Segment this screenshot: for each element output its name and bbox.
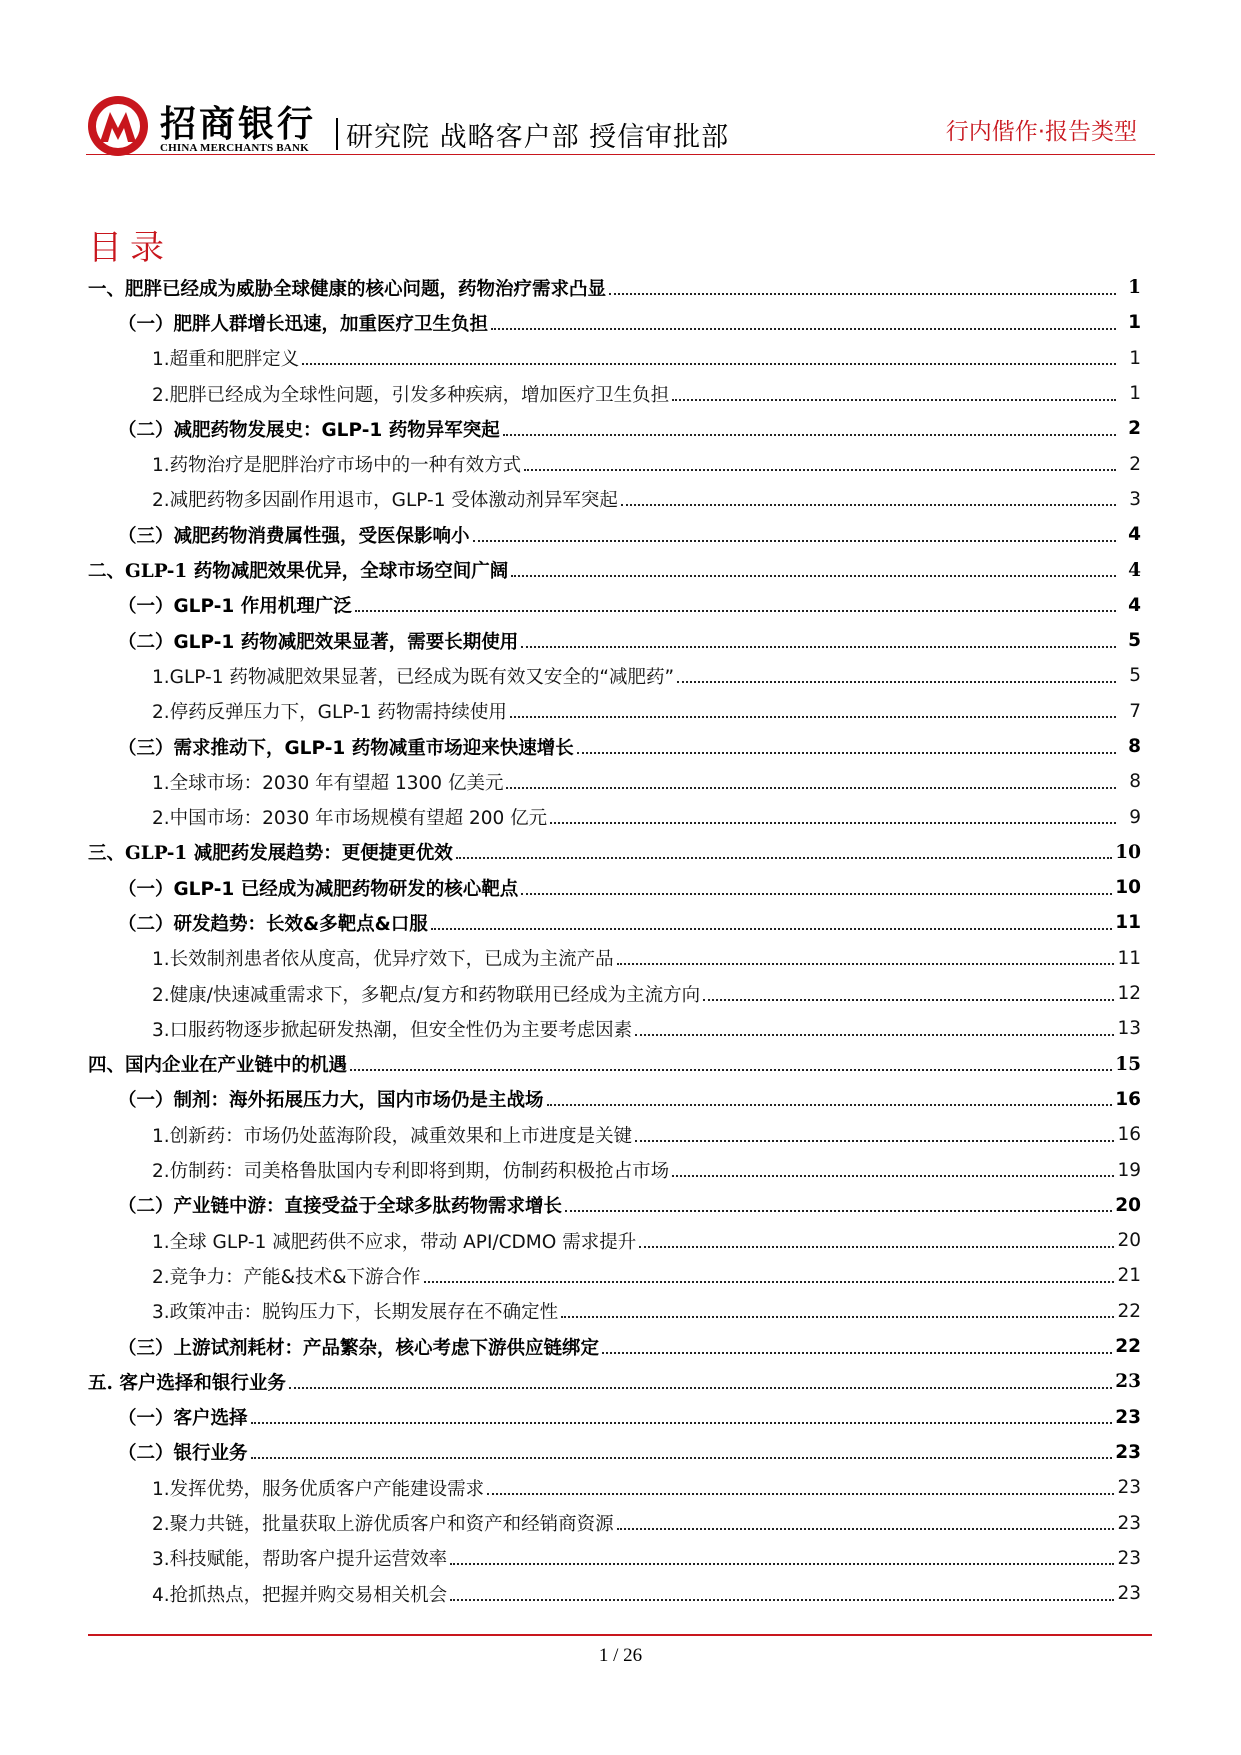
toc-entry-title: 1.GLP-1 药物减肥效果显著，已经成为既有效又安全的“减肥药” bbox=[152, 666, 675, 688]
toc-entry-title: 1.全球市场：2030 年有望超 1300 亿美元 bbox=[152, 772, 504, 794]
table-of-contents bbox=[88, 270, 1141, 1611]
toc-entry-title: 五. 客户选择和银行业务 bbox=[88, 1372, 286, 1394]
toc-entry-title: 1.发挥优势，服务优质客户产能建设需求 bbox=[152, 1478, 485, 1500]
toc-entry-page: 1 bbox=[1128, 277, 1141, 299]
toc-dot-leader bbox=[677, 681, 1116, 683]
cmb-logo-icon bbox=[86, 94, 150, 158]
page-number: 1 / 26 bbox=[598, 1645, 643, 1666]
toc-dot-leader bbox=[473, 540, 1116, 542]
toc-entry[interactable] bbox=[88, 588, 1141, 623]
toc-entry[interactable] bbox=[88, 1188, 1141, 1223]
toc-entry-title: （二）GLP-1 药物减肥效果显著，需要长期使用 bbox=[118, 631, 519, 653]
toc-entry[interactable] bbox=[88, 1364, 1141, 1399]
toc-dot-leader bbox=[424, 1281, 1115, 1283]
toc-dot-leader bbox=[609, 293, 1116, 295]
toc-entry-title: （一）GLP-1 已经成为减肥药物研发的核心靶点 bbox=[118, 878, 519, 900]
toc-entry-page: 8 bbox=[1129, 771, 1141, 793]
toc-entry-page: 7 bbox=[1129, 700, 1141, 722]
toc-dot-leader bbox=[621, 504, 1116, 506]
toc-entry-page: 9 bbox=[1129, 806, 1141, 828]
toc-entry[interactable] bbox=[88, 1505, 1141, 1540]
toc-entry[interactable] bbox=[88, 694, 1141, 729]
header-separator bbox=[336, 118, 338, 150]
toc-dot-leader bbox=[487, 1493, 1114, 1495]
toc-entry-page: 5 bbox=[1128, 630, 1141, 652]
toc-entry-page: 13 bbox=[1117, 1018, 1141, 1040]
toc-dot-leader bbox=[577, 752, 1116, 754]
toc-entry-title: （一）GLP-1 作用机理广泛 bbox=[118, 596, 352, 618]
toc-entry[interactable] bbox=[88, 905, 1141, 940]
toc-entry-page: 20 bbox=[1117, 1230, 1141, 1252]
toc-entry[interactable] bbox=[88, 764, 1141, 799]
toc-entry-title: （三）减肥药物消费属性强，受医保影响小 bbox=[118, 525, 470, 547]
toc-entry-title: 1.创新药：市场仍处蓝海阶段，减重效果和上市进度是关键 bbox=[152, 1125, 633, 1147]
toc-entry[interactable] bbox=[88, 1541, 1141, 1576]
toc-entry[interactable] bbox=[88, 729, 1141, 764]
toc-entry-page: 10 bbox=[1115, 877, 1141, 899]
toc-entry-title: （二）研发趋势：长效&多靶点&口服 bbox=[118, 913, 428, 935]
toc-entry-page: 20 bbox=[1115, 1194, 1141, 1216]
toc-dot-leader bbox=[602, 1352, 1112, 1354]
toc-entry-page: 23 bbox=[1117, 1512, 1141, 1534]
toc-entry-page: 22 bbox=[1115, 1336, 1141, 1358]
toc-dot-leader bbox=[491, 328, 1116, 330]
toc-dot-leader bbox=[302, 363, 1116, 365]
report-type: 行内偕作·报告类型 bbox=[945, 119, 1137, 145]
toc-dot-leader bbox=[521, 646, 1116, 648]
toc-entry-title: 1.药物治疗是肥胖治疗市场中的一种有效方式 bbox=[152, 455, 522, 477]
toc-dot-leader bbox=[617, 963, 1115, 965]
toc-dot-leader bbox=[547, 1104, 1113, 1106]
toc-entry-page: 16 bbox=[1115, 1088, 1141, 1110]
toc-entry-title: 2.仿制药：司美格鲁肽国内专利即将到期，仿制药积极抢占市场 bbox=[152, 1161, 670, 1183]
header-divider bbox=[86, 154, 1155, 155]
toc-entry[interactable] bbox=[88, 1400, 1141, 1435]
toc-dot-leader bbox=[251, 1457, 1113, 1459]
toc-entry[interactable] bbox=[88, 270, 1141, 305]
toc-entry[interactable] bbox=[88, 1258, 1141, 1293]
toc-entry-page: 23 bbox=[1115, 1371, 1141, 1393]
toc-entry-title: 4.抢抓热点，把握并购交易相关机会 bbox=[152, 1584, 448, 1606]
toc-entry[interactable] bbox=[88, 1470, 1141, 1505]
toc-dot-leader bbox=[289, 1387, 1112, 1389]
toc-entry-title: 四、国内企业在产业链中的机遇 bbox=[88, 1055, 348, 1077]
toc-entry-title: 3.口服药物逐步掀起研发热潮，但安全性仍为主要考虑因素 bbox=[152, 1019, 633, 1041]
toc-dot-leader bbox=[506, 787, 1116, 789]
toc-dot-leader bbox=[561, 1316, 1114, 1318]
toc-entry[interactable] bbox=[88, 1435, 1141, 1470]
toc-entry[interactable] bbox=[88, 552, 1141, 587]
toc-entry[interactable] bbox=[88, 1117, 1141, 1152]
toc-entry-title: 2.聚力共链，批量获取上游优质客户和资产和经销商资源 bbox=[152, 1514, 614, 1536]
toc-dot-leader bbox=[503, 434, 1116, 436]
toc-entry-page: 16 bbox=[1117, 1124, 1141, 1146]
toc-entry-page: 10 bbox=[1115, 841, 1141, 863]
toc-dot-leader bbox=[617, 1528, 1115, 1530]
toc-entry-page: 8 bbox=[1128, 736, 1141, 757]
toc-entry[interactable] bbox=[88, 376, 1141, 411]
toc-entry[interactable] bbox=[88, 341, 1141, 376]
toc-entry[interactable] bbox=[88, 446, 1141, 481]
toc-dot-leader bbox=[635, 1140, 1114, 1142]
toc-entry-title: （一）肥胖人群增长迅速，加重医疗卫生负担 bbox=[118, 313, 489, 335]
toc-entry[interactable] bbox=[88, 835, 1141, 870]
toc-dot-leader bbox=[672, 1175, 1114, 1177]
toc-dot-leader bbox=[431, 928, 1112, 930]
toc-entry-page: 23 bbox=[1115, 1406, 1141, 1428]
toc-entry-title: 1.全球 GLP-1 减肥药供不应求，带动 API/CDMO 需求提升 bbox=[152, 1231, 637, 1253]
toc-entry-page: 2 bbox=[1129, 453, 1141, 475]
toc-entry-page: 23 bbox=[1117, 1477, 1141, 1499]
toc-entry-title: （一）客户选择 bbox=[118, 1408, 248, 1430]
toc-entry-page: 11 bbox=[1117, 947, 1141, 969]
toc-dot-leader bbox=[511, 575, 1116, 577]
toc-entry[interactable] bbox=[88, 1576, 1141, 1611]
toc-entry[interactable] bbox=[88, 658, 1141, 693]
toc-entry-page: 15 bbox=[1115, 1053, 1141, 1075]
toc-entry-title: 2.肥胖已经成为全球性问题，引发多种疾病，增加医疗卫生负担 bbox=[152, 384, 670, 406]
page-header bbox=[0, 0, 1241, 160]
toc-dot-leader bbox=[355, 610, 1116, 612]
toc-dot-leader bbox=[635, 1034, 1114, 1036]
toc-entry-title: 3.科技赋能，帮助客户提升运营效率 bbox=[152, 1549, 448, 1571]
toc-dot-leader bbox=[565, 1210, 1112, 1212]
toc-entry[interactable] bbox=[88, 976, 1141, 1011]
toc-entry-title: 1.长效制剂患者依从度高，优异疗效下，已成为主流产品 bbox=[152, 949, 614, 971]
toc-dot-leader bbox=[703, 999, 1114, 1001]
toc-dot-leader bbox=[639, 1246, 1114, 1248]
toc-entry-page: 23 bbox=[1117, 1547, 1141, 1569]
toc-entry-title: （二）银行业务 bbox=[118, 1443, 248, 1465]
toc-entry-page: 1 bbox=[1129, 383, 1141, 405]
toc-dot-leader bbox=[450, 1599, 1114, 1601]
toc-entry-page: 12 bbox=[1117, 983, 1141, 1005]
toc-entry-page: 4 bbox=[1128, 524, 1141, 546]
toc-entry-title: （三）上游试剂耗材：产品繁杂，核心考虑下游供应链绑定 bbox=[118, 1337, 600, 1359]
toc-dot-leader bbox=[350, 1069, 1112, 1071]
toc-entry-page: 22 bbox=[1117, 1300, 1141, 1322]
toc-entry-page: 4 bbox=[1128, 594, 1141, 616]
toc-dot-leader bbox=[521, 893, 1112, 895]
toc-entry-page: 23 bbox=[1115, 1441, 1141, 1463]
toc-entry[interactable] bbox=[88, 482, 1141, 517]
toc-entry-page: 11 bbox=[1115, 912, 1141, 934]
toc-entry-page: 2 bbox=[1128, 418, 1141, 440]
toc-entry-title: 二、GLP-1 药物减肥效果优异，全球市场空间广阔 bbox=[88, 561, 509, 583]
toc-entry[interactable] bbox=[88, 1294, 1141, 1329]
toc-entry-page: 21 bbox=[1117, 1265, 1141, 1287]
toc-dot-leader bbox=[450, 1563, 1114, 1565]
toc-entry-title: 2.健康/快速减重需求下，多靶点/复方和药物联用已经成为主流方向 bbox=[152, 984, 701, 1006]
toc-dot-leader bbox=[456, 857, 1113, 859]
toc-entry-page: 23 bbox=[1117, 1583, 1141, 1605]
toc-entry-title: 2.停药反弹压力下，GLP-1 药物需持续使用 bbox=[152, 702, 507, 724]
toc-entry-title: 3.政策冲击：脱钩压力下，长期发展存在不确定性 bbox=[152, 1302, 559, 1324]
toc-entry[interactable] bbox=[88, 305, 1141, 340]
toc-entry[interactable] bbox=[88, 623, 1141, 658]
toc-entry-title: 2.减肥药物多因副作用退市，GLP-1 受体激动剂异军突起 bbox=[152, 490, 618, 512]
toc-dot-leader bbox=[550, 822, 1116, 824]
toc-entry[interactable] bbox=[88, 517, 1141, 552]
toc-entry-page: 5 bbox=[1129, 665, 1141, 687]
brand-english-name: CHINA MERCHANTS BANK bbox=[160, 142, 309, 154]
toc-entry-title: 2.竞争力：产能&技术&下游合作 bbox=[152, 1266, 421, 1288]
toc-entry[interactable] bbox=[88, 799, 1141, 834]
toc-entry[interactable] bbox=[88, 1223, 1141, 1258]
brand-name: 招商银行 bbox=[160, 103, 317, 145]
toc-entry[interactable] bbox=[88, 1152, 1141, 1187]
toc-dot-leader bbox=[510, 716, 1116, 718]
toc-entry-title: （三）需求推动下，GLP-1 药物减重市场迎来快速增长 bbox=[118, 737, 574, 759]
toc-entry[interactable] bbox=[88, 1082, 1141, 1117]
toc-entry-page: 1 bbox=[1128, 312, 1141, 334]
toc-entry[interactable] bbox=[88, 870, 1141, 905]
toc-entry-title: （二）减肥药物发展史：GLP-1 药物异军突起 bbox=[118, 419, 500, 441]
toc-entry-title: （一）制剂：海外拓展压力大，国内市场仍是主战场 bbox=[118, 1090, 544, 1112]
toc-entry-title: 一、肥胖已经成为威胁全球健康的核心问题，药物治疗需求凸显 bbox=[88, 278, 607, 300]
toc-entry-title: 2.中国市场：2030 年市场规模有望超 200 亿元 bbox=[152, 808, 548, 830]
toc-entry[interactable] bbox=[88, 1329, 1141, 1364]
toc-entry[interactable] bbox=[88, 1011, 1141, 1046]
toc-entry-title: （二）产业链中游：直接受益于全球多肽药物需求增长 bbox=[118, 1196, 563, 1218]
toc-entry-title: 1.超重和肥胖定义 bbox=[152, 349, 300, 371]
toc-title: 目录 bbox=[88, 228, 172, 268]
toc-entry-page: 19 bbox=[1117, 1159, 1141, 1181]
toc-entry[interactable] bbox=[88, 1047, 1141, 1082]
departments: 研究院 战略客户部 授信审批部 bbox=[346, 122, 730, 153]
toc-dot-leader bbox=[672, 399, 1116, 401]
toc-entry-page: 3 bbox=[1129, 488, 1141, 510]
toc-entry-page: 1 bbox=[1129, 347, 1141, 369]
footer-divider bbox=[88, 1634, 1152, 1636]
toc-dot-leader bbox=[524, 469, 1116, 471]
toc-entry-title: 三、GLP-1 减肥药发展趋势：更便捷更优效 bbox=[88, 843, 453, 865]
toc-entry-page: 4 bbox=[1128, 559, 1141, 581]
toc-dot-leader bbox=[251, 1422, 1113, 1424]
toc-entry[interactable] bbox=[88, 411, 1141, 446]
toc-entry[interactable] bbox=[88, 941, 1141, 976]
